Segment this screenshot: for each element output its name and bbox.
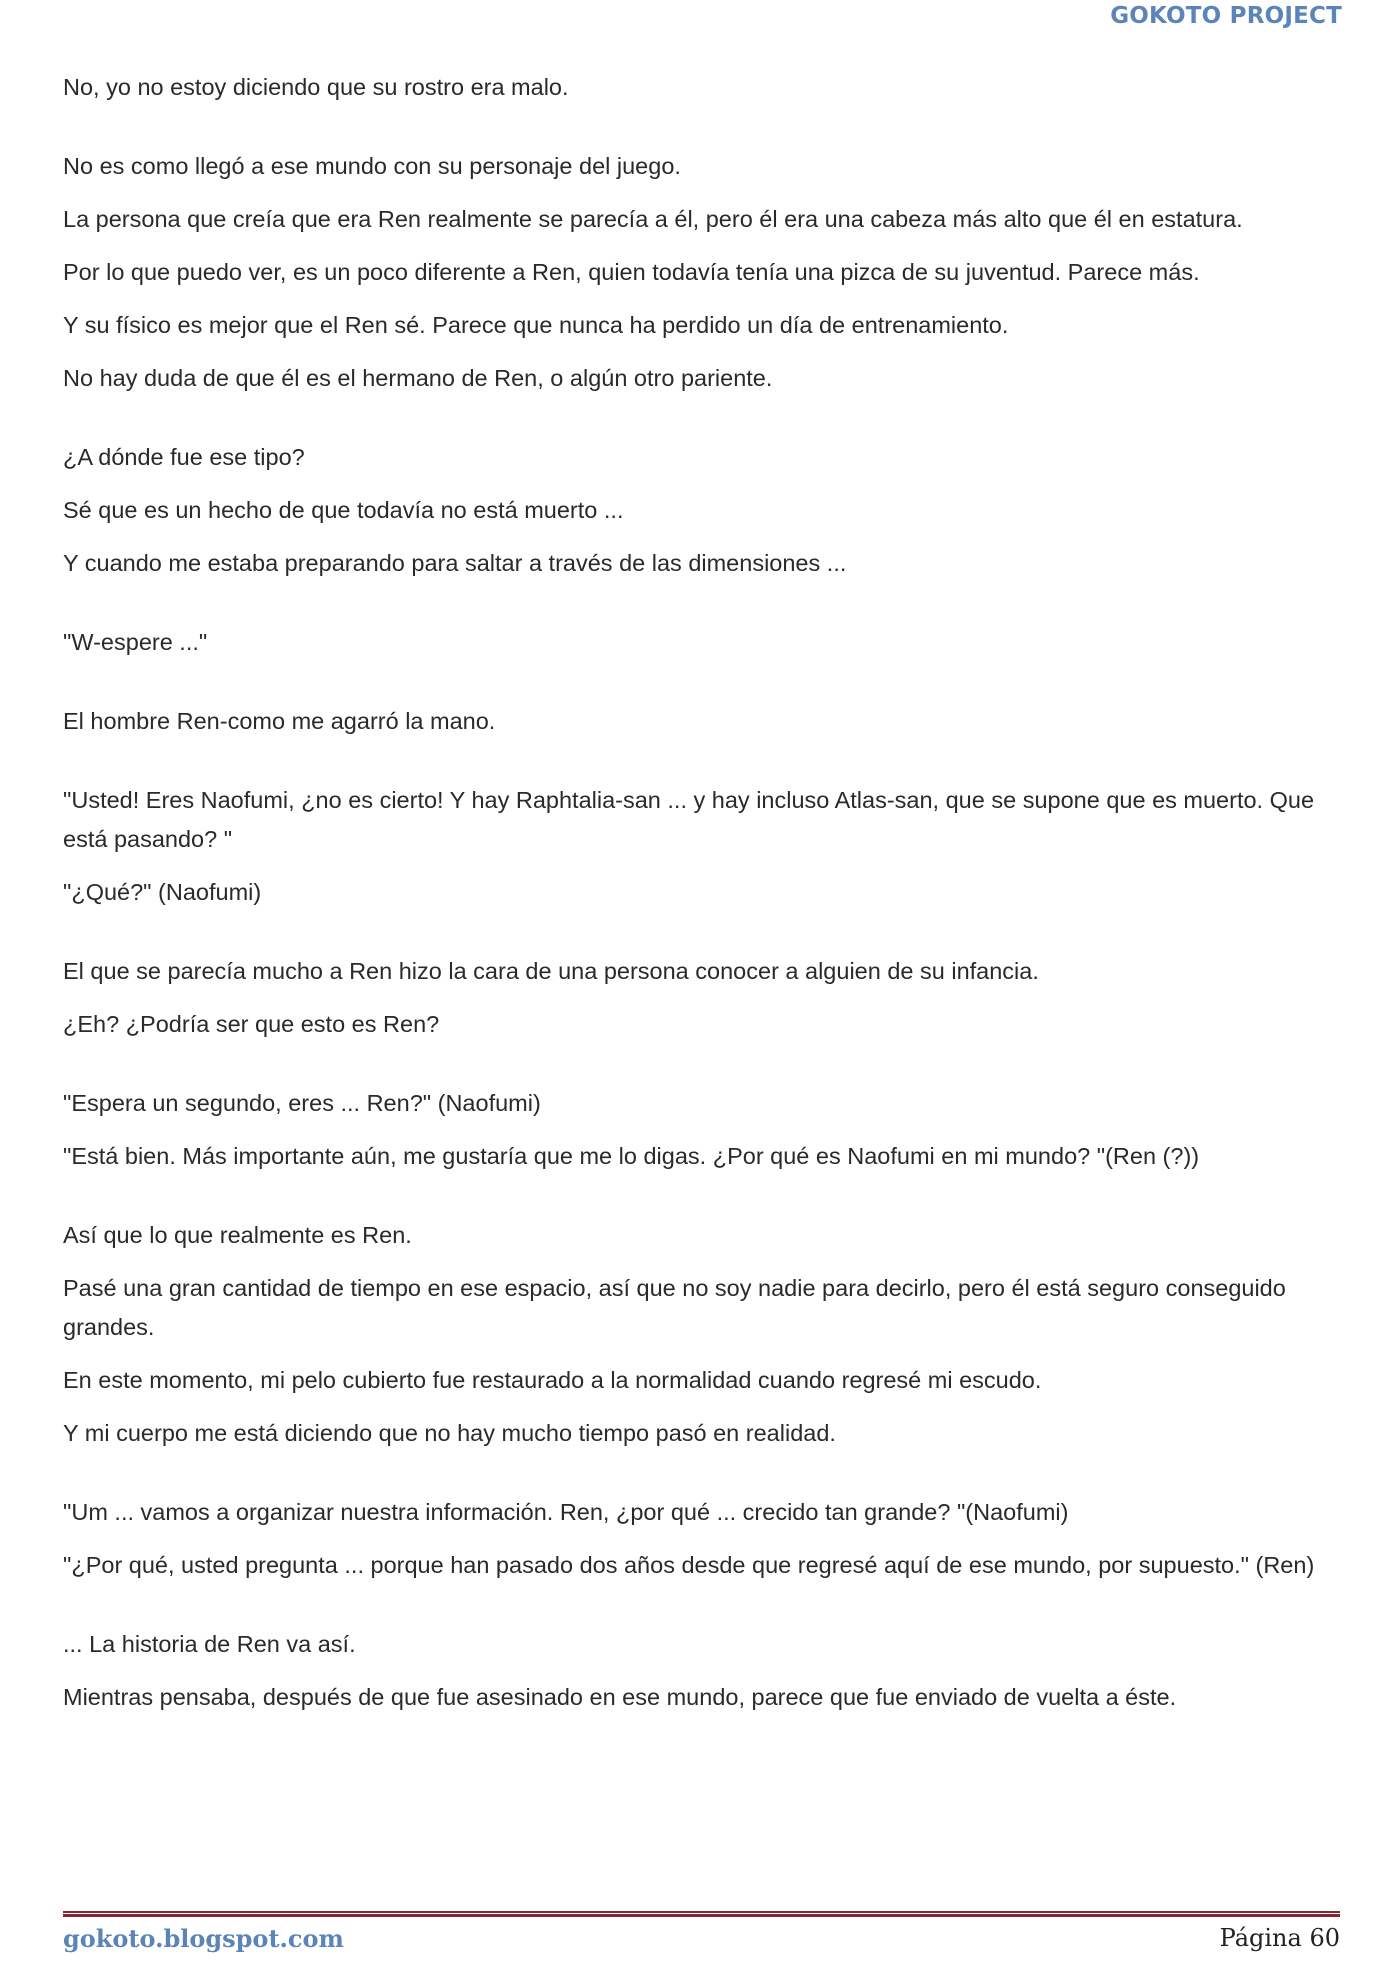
paragraph: "Está bien. Más importante aún, me gustaría que me lo digas. ¿Por qué es Naofumi en mi mundo? "(Ren (?)): [63, 1143, 1200, 1169]
footer-site-link: gokoto.blogspot.com: [63, 1924, 344, 1953]
paragraph: "Um ... vamos a organizar nuestra información. Ren, ¿por qué ... crecido tan grande? "(Naofumi): [63, 1499, 1069, 1525]
paragraph: No es como llegó a ese mundo con su personaje del juego.: [63, 153, 681, 179]
paragraph: Y su físico es mejor que el Ren sé. Parece que nunca ha perdido un día de entrenamiento.: [63, 312, 1009, 338]
paragraph: El hombre Ren-como me agarró la mano.: [63, 708, 496, 734]
paragraph: "¿Qué?" (Naofumi): [63, 879, 262, 905]
paragraph: ¿A dónde fue ese tipo?: [63, 444, 305, 470]
paragraph: "¿Por qué, usted pregunta ... porque han pasado dos años desde que regresé aquí de ese mundo, por supuesto." (Ren): [63, 1552, 1315, 1578]
paragraph: Y cuando me estaba preparando para saltar a través de las dimensiones ...: [63, 550, 847, 576]
paragraph: Y mi cuerpo me está diciendo que no hay mucho tiempo pasó en realidad.: [63, 1420, 836, 1446]
paragraph: No hay duda de que él es el hermano de Ren, o algún otro pariente.: [63, 365, 773, 391]
document-body: [63, 68, 1335, 1731]
paragraph: "Usted! Eres Naofumi, ¿no es cierto! Y hay Raphtalia-san ... y hay incluso Atlas-san, que se supone que es muerto. Que está pasando? ": [63, 787, 1315, 852]
paragraph: ¿Eh? ¿Podría ser que esto es Ren?: [63, 1011, 440, 1037]
paragraph: Mientras pensaba, después de que fue asesinado en ese mundo, parece que fue enviado de vuelta a éste.: [63, 1684, 1177, 1710]
page-number: Página 60: [1219, 1924, 1340, 1952]
paragraph: La persona que creía que era Ren realmente se parecía a él, pero él era una cabeza más alto que él en estatura.: [63, 206, 1243, 232]
paragraph: En este momento, mi pelo cubierto fue restaurado a la normalidad cuando regresé mi escudo.: [63, 1367, 1042, 1393]
page-header-title: GOKOTO PROJECT: [1110, 3, 1342, 29]
paragraph: Por lo que puedo ver, es un poco diferente a Ren, quien todavía tenía una pizca de su juventud. Parece más.: [63, 259, 1200, 285]
paragraph: El que se parecía mucho a Ren hizo la cara de una persona conocer a alguien de su infancia.: [63, 958, 1039, 984]
paragraph: "W-espere ...": [63, 629, 208, 655]
paragraph: "Espera un segundo, eres ... Ren?" (Naofumi): [63, 1090, 541, 1116]
paragraph: ... La historia de Ren va así.: [63, 1631, 356, 1657]
paragraph: Sé que es un hecho de que todavía no está muerto ...: [63, 497, 624, 523]
paragraph: No, yo no estoy diciendo que su rostro era malo.: [63, 74, 569, 100]
paragraph: Pasé una gran cantidad de tiempo en ese espacio, así que no soy nadie para decirlo, pero él está seguro conseguido grandes.: [63, 1275, 1286, 1340]
footer-divider: [63, 1911, 1340, 1917]
paragraph: Así que lo que realmente es Ren.: [63, 1222, 412, 1248]
